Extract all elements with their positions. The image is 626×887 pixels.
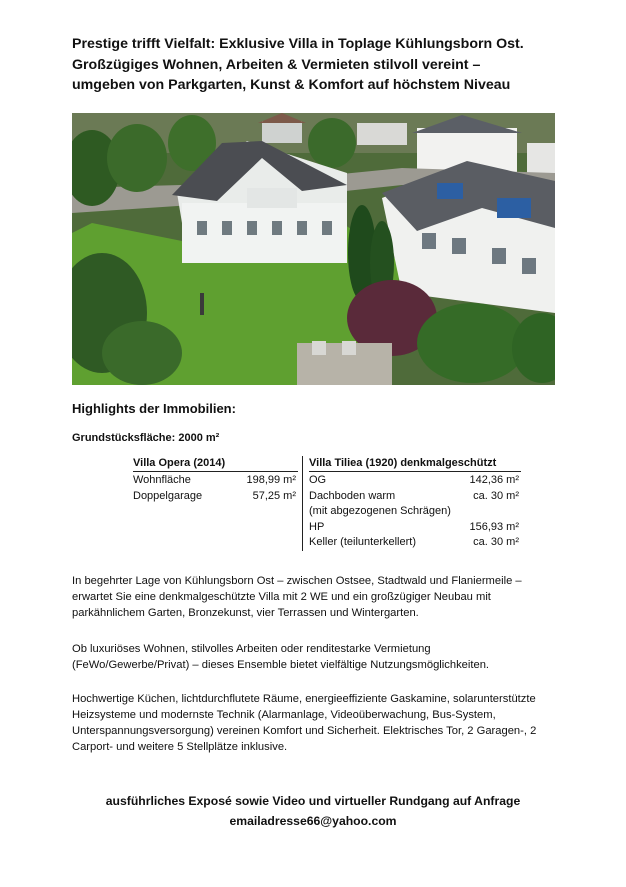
table-row xyxy=(309,473,521,489)
footer-expose-text: ausführliches Exposé sowie Video und virtueller Rundgang auf Anfrage xyxy=(105,794,521,808)
row-label: Dachboden warm xyxy=(309,489,396,502)
table-row xyxy=(133,473,298,489)
paragraph-location xyxy=(72,573,572,621)
plot-area-text: Grundstücksfläche: 2000 m² xyxy=(72,432,220,444)
paragraph-line: (FeWo/Gewerbe/Privat) – dieses Ensemble bietet vielfältige Nutzungsmöglichkeiten. xyxy=(72,659,490,671)
table-row xyxy=(309,504,521,520)
title-line-3: umgeben von Parkgarten, Kunst & Komfort auf höchstem Niveau xyxy=(72,77,511,93)
row-value: 57,25 m² xyxy=(252,489,296,502)
table-row xyxy=(309,520,521,536)
paragraph-line: In begehrter Lage von Kühlungsborn Ost – zwischen Ostsee, Stadtwald und Flaniermeile – xyxy=(72,575,522,587)
paragraph-line: Ob luxuriöses Wohnen, stilvolles Arbeiten oder renditestarke Vermietung xyxy=(72,643,431,655)
row-value: 198,99 m² xyxy=(246,474,296,486)
table-row xyxy=(309,535,521,551)
paragraph-line: erwartet Sie eine denkmalgeschützte Villa mit 2 WE und ein großzügiger Neubau mit xyxy=(72,591,491,603)
paragraph-features xyxy=(72,691,572,755)
paragraph-usage xyxy=(72,641,572,673)
title-line-2: Großzügiges Wohnen, Arbeiten & Vermieten stilvoll vereint – xyxy=(72,56,481,73)
paragraph-line: Hochwertige Küchen, lichtdurchflutete Räume, energieeffiziente Gaskamine, solarunterstützte xyxy=(72,693,536,705)
row-label: (mit abgezogenen Schrägen) xyxy=(309,505,451,517)
page-title xyxy=(72,34,572,96)
villa-opera-header: Villa Opera (2014) xyxy=(133,456,298,472)
title-line-1: Prestige trifft Vielfalt: Exklusive Villa in Toplage Kühlungsborn Ost. xyxy=(72,36,524,52)
table-row xyxy=(309,489,521,505)
paragraph-line: Heizsysteme und modernste Technik (Alarmanlage, Videoüberwachung, Bus-System, xyxy=(72,709,496,721)
row-label: Doppelgarage xyxy=(133,489,203,502)
row-value: ca. 30 m² xyxy=(473,536,519,548)
row-value: 156,93 m² xyxy=(469,520,519,533)
row-label: OG xyxy=(309,474,327,486)
row-label: HP xyxy=(309,520,325,533)
villa-opera-table xyxy=(133,456,298,504)
paragraph-line: Unterspannungsversorgung) vereinen Komfort und Sicherheit. Elektrisches Tor, 2 Garagen-, 2 xyxy=(72,725,537,737)
paragraph-line: Carport- und weitere 5 Stellplätze inklusive. xyxy=(72,741,288,753)
row-label: Keller (teilunterkellert) xyxy=(309,536,416,548)
aerial-villa-photo xyxy=(72,113,555,385)
table-row xyxy=(133,489,298,505)
row-value xyxy=(519,504,521,520)
highlights-heading: Highlights der Immobilien: xyxy=(72,401,236,416)
villa-tiliea-header: Villa Tiliea (1920) denkmalgeschützt xyxy=(309,456,521,472)
row-value: 142,36 m² xyxy=(469,474,519,486)
row-label: Wohnfläche xyxy=(133,474,191,486)
contact-email[interactable]: emailadresse66@yahoo.com xyxy=(229,814,397,828)
villa-tiliea-table xyxy=(302,456,521,551)
row-value: ca. 30 m² xyxy=(473,489,519,502)
paragraph-line: parkähnlichem Garten, Bronzekunst, vier Terrassen und Wintergarten. xyxy=(72,607,419,619)
